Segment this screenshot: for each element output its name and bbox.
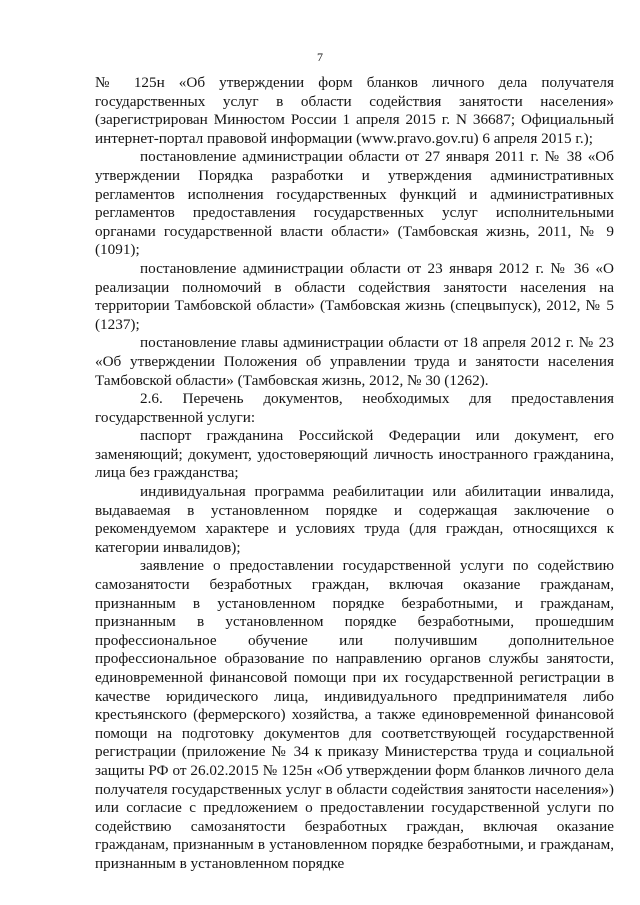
section-2-6-heading: 2.6. Перечень документов, необходимых для предоставления государственной услуги: <box>95 390 614 426</box>
paragraph-resolution-36: постановление администрации области от 23 января 2012 г. № 36 «О реализации полномочий в области содействия занятости населения на территории Тамбовской области» (Тамбовская жизнь (спецвыпуск), 2012, № 5 (1237); <box>95 259 614 333</box>
paragraph-resolution-38: постановление администрации области от 27 января 2011 г. № 38 «Об утверждении Порядка разработки и утверждения административных регламентов исполнения государственных функций и административных регламентов предоставления государственных услуг исполнительными органами государственной власти области» (Тамбовская жизнь, 2011, № 9 (1091); <box>95 148 614 259</box>
page-number: 7 <box>317 50 323 64</box>
paragraph-passport: паспорт гражданина Российской Федерации или документ, его заменяющий; документ, удостоверяющий личность иностранного гражданина, лица без гражданства; <box>95 427 614 482</box>
body-text <box>95 74 614 874</box>
paragraph-rehabilitation-program: индивидуальная программа реабилитации или абилитации инвалида, выдаваемая в установленном порядке и содержащая заключение о рекомендуемом характере и условиях труда (для граждан, относящихся к категории инвалидов); <box>95 483 614 556</box>
paragraph-order-reference: № 125н «Об утверждении форм бланков личного дела получателя государственных услуг в области содействия занятости населения» (зарегистрирован Минюстом России 1 апреля 2015 г. N 36687; Официальный интернет-портал правовой информации (www.pravo.gov.ru) 6 апреля 2015 г.); <box>95 74 614 147</box>
paragraph-application: заявление о предоставлении государственной услуги по содействию самозанятости безработных граждан, включая оказание гражданам, признанным в установленном порядке безработными, и гражданам, признанным в установленном порядке безработными, прошедшим профессиональное обучение или получившим дополнительное профессиональное образование по направлению органов службы занятости, единовременной финансовой помощи при их государственной регистрации в качестве юридического лица, индивидуального предпринимателя либо крестьянского (фермерского) хозяйства, а также единовременной финансовой помощи на подготовку документов для соответствующей государственной регистрации (приложение № 34 к приказу Министерства труда и социальной защиты РФ от 26.02.2015 № 125н «Об утверждении форм бланков личного дела получателя государственных услуг в области содействия занятости населения») или согласие с предложением о предоставлении государственной услуги по содействию самозанятости безработных граждан, включая оказание гражданам, признанным в установленном порядке безработными, и гражданам, признанным в установленном порядке <box>95 557 614 872</box>
paragraph-resolution-23: постановление главы администрации области от 18 апреля 2012 г. № 23 «Об утверждении Положения об управлении труда и занятости населения Тамбовской области» (Тамбовская жизнь, 2012, № 30 (1262). <box>95 334 614 389</box>
